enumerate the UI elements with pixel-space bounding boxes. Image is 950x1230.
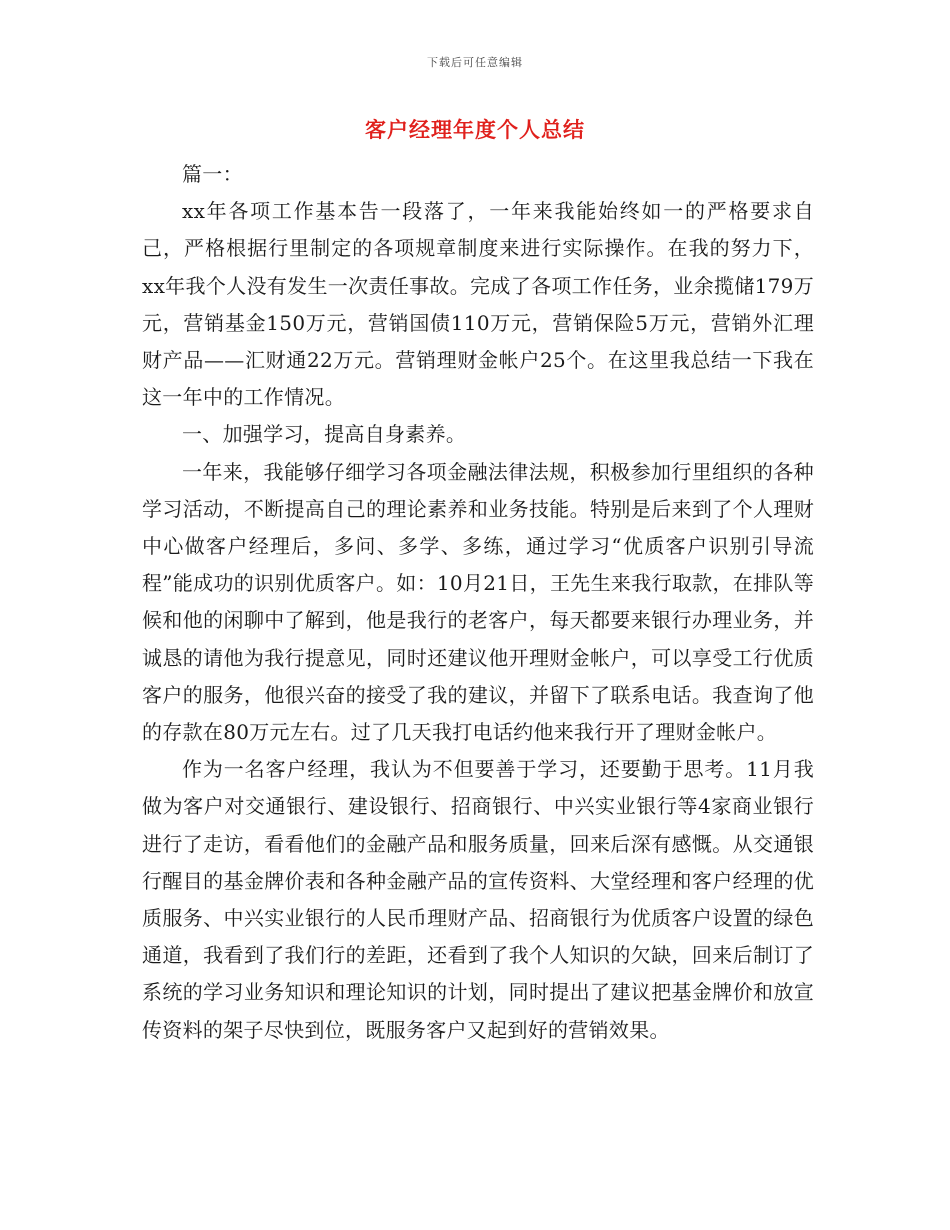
paragraph-thinking: 作为一名客户经理，我认为不但要善于学习，还要勤于思考。11月我做为客户对交通银行、建设银行、招商银行、中兴实业银行等4家商业银行进行了走访，看看他们的金融产品和服务质量，回来后深有感慨。从交通银行醒目的基金牌价表和各种金融产品的宣传资料、大堂经理和客户经理的优质服务、中兴实业银行的人民币理财产品、招商银行为优质客户设置的绿色通道，我看到了我们行的差距，还看到了我个人知识的欠缺，回来后制订了系统的学习业务知识和理论知识的计划，同时提出了建议把基金牌价和放宣传资料的架子尽快到位，既服务客户又起到好的营销效果。: [142, 757, 814, 1042]
header-note: 下载后可任意编辑: [427, 56, 523, 69]
paragraph-study: 一年来，我能够仔细学习各项金融法律法规，积极参加行里组织的各种学习活动，不断提高自己的理论素养和业务技能。特别是后来到了个人理财中心做客户经理后，多问、多学、多练，通过学习“优质客户识别引导流程”能成功的识别优质客户。如：10月21日，王先生来我行取款，在排队等候和他的闲聊中了解到，他是我行的老客户，每天都要来银行办理业务，并诚恳的请他为我行提意见，同时还建议他开理财金帐户，可以享受工行优质客户的服务，他很兴奋的接受了我的建议，并留下了联系电话。我查询了他的存款在80万元左右。过了几天我打电话约他来我行开了理财金帐户。: [142, 459, 814, 745]
document-title: 客户经理年度个人总结: [365, 117, 585, 142]
section-heading: 一、加强学习，提高自身素养。: [182, 422, 467, 447]
document-body: [142, 156, 814, 1049]
section-label: 篇一：: [182, 162, 243, 186]
paragraph-intro: xx年各项工作基本告一段落了，一年来我能始终如一的严格要求自己，严格根据行里制定的各项规章制度来进行实际操作。在我的努力下，xx年我个人没有发生一次责任事故。完成了各项工作任务，业余揽储179万元，营销基金150万元，营销国债110万元，营销保险5万元，营销外汇理财产品——汇财通22万元。营销理财金帐户25个。在这里我总结一下我在这一年中的工作情况。: [142, 199, 814, 410]
